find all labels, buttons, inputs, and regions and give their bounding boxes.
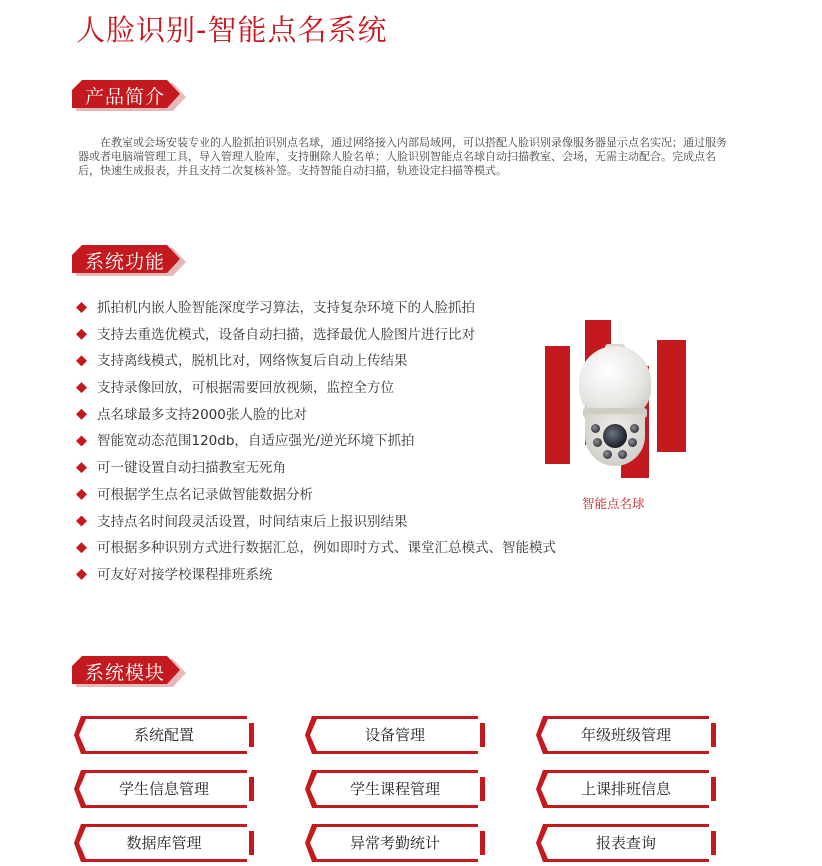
diamond-bullet-icon [76, 435, 87, 446]
module-class-schedule-info [536, 770, 716, 808]
feature-item [76, 378, 556, 405]
feature-text: 支持去重选优模式，设备自动扫描，选择最优人脸图片进行比对 [97, 326, 475, 343]
module-label: 设备管理 [364, 726, 425, 744]
section-heading-functions [72, 245, 186, 277]
page-title: 人脸识别-智能点名系统 [76, 13, 388, 47]
diamond-bullet-icon [76, 329, 87, 340]
feature-item [76, 485, 556, 512]
feature-item [76, 565, 556, 592]
feature-item [76, 351, 556, 378]
module-student-info-management [74, 770, 254, 808]
feature-text: 点名球最多支持2000张人脸的比对 [97, 406, 307, 423]
ir-led-icon [603, 450, 612, 459]
feature-item [76, 325, 556, 352]
feature-text: 可友好对接学校课程排班系统 [97, 566, 273, 583]
ir-led-icon [591, 424, 600, 433]
section-heading-modules [72, 656, 186, 688]
feature-text: 抓拍机内嵌人脸智能深度学习算法，支持复杂环境下的人脸抓拍 [97, 300, 475, 316]
feature-text: 可根据多种识别方式进行数据汇总，例如即时方式、课堂汇总模式、智能模式 [97, 540, 556, 557]
diamond-bullet-icon [76, 542, 87, 553]
feature-item [76, 405, 556, 432]
diamond-bullet-icon [76, 302, 87, 313]
module-label: 学生信息管理 [118, 780, 209, 798]
feature-text: 支持离线模式，脱机比对，网络恢复后自动上传结果 [97, 353, 408, 370]
module-report-query [536, 824, 716, 862]
feature-text: 可一键设置自动扫描教室无死角 [97, 460, 286, 477]
intro-paragraph: 在教室或会场安装专业的人脸抓拍识别点名球，通过网络接入内部局域网，可以搭配人脸识别录像服务器显示点名实况；通过服务器或者电脑端管理工具，导入管理人脸库，支持删除人脸名单；人脸识别智能点名球自动扫描教室、会场，无需主动配合。完成点名后，快速生成报表，并且支持二次复核补签。支持智能自动扫描，轨迹设定扫描等模式。 [78, 136, 727, 177]
module-system-config [74, 716, 254, 754]
camera-lens-icon [603, 424, 627, 448]
ir-led-icon [618, 450, 627, 459]
decor-bar [545, 346, 570, 464]
feature-item [76, 538, 556, 565]
feature-text: 可根据学生点名记录做智能数据分析 [97, 486, 313, 503]
section-heading-intro [72, 80, 186, 112]
module-device-management [305, 716, 485, 754]
module-label: 年级班级管理 [580, 726, 671, 744]
ir-led-icon [630, 424, 639, 433]
feature-text: 支持点名时间段灵活设置，时间结束后上报识别结果 [97, 513, 408, 530]
feature-text: 智能宽动态范围120db，自适应强光/逆光环境下抓拍 [97, 433, 415, 450]
section-heading-label: 产品简介 [85, 86, 166, 108]
feature-item [76, 512, 556, 539]
feature-list [76, 298, 556, 592]
feature-text: 支持录像回放，可根据需要回放视频，监控全方位 [97, 380, 394, 397]
module-grade-class-management [536, 716, 716, 754]
module-attendance-anomaly-stats [305, 824, 485, 862]
module-label: 学生课程管理 [349, 780, 440, 798]
ir-led-icon [593, 438, 602, 447]
diamond-bullet-icon [76, 489, 87, 500]
diamond-bullet-icon [76, 355, 87, 366]
section-heading-label: 系统功能 [85, 251, 166, 273]
product-caption: 智能点名球 [582, 496, 645, 511]
module-label: 报表查询 [595, 834, 656, 852]
module-label: 上课排班信息 [580, 780, 671, 798]
feature-item [76, 431, 556, 458]
product-image [545, 320, 687, 480]
feature-item [76, 298, 556, 325]
decor-bar [657, 340, 686, 452]
module-label: 数据库管理 [126, 834, 202, 852]
feature-item [76, 458, 556, 485]
diamond-bullet-icon [76, 462, 87, 473]
module-student-course-management [305, 770, 485, 808]
ir-led-icon [628, 438, 637, 447]
diamond-bullet-icon [76, 409, 87, 420]
module-label: 异常考勤统计 [349, 834, 440, 852]
diamond-bullet-icon [76, 382, 87, 393]
module-label: 系统配置 [133, 726, 194, 744]
diamond-bullet-icon [76, 516, 87, 527]
section-heading-label: 系统模块 [85, 662, 166, 684]
diamond-bullet-icon [76, 569, 87, 580]
module-database-management [74, 824, 254, 862]
